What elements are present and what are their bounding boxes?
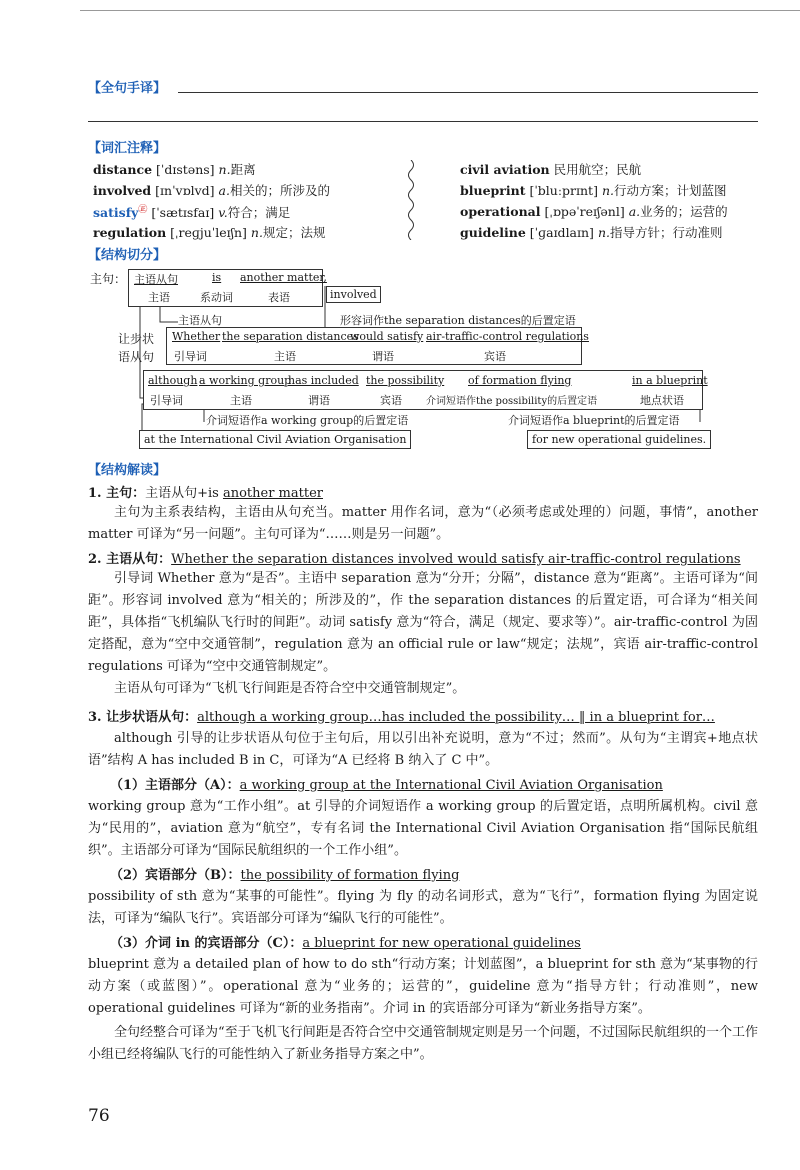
d-lbl: 谓语 xyxy=(372,350,394,363)
d-lbl: 宾语 xyxy=(380,394,402,407)
section-2-summary: 主语从句可译为“飞机飞行间距是否符合空中交通管制规定”。 xyxy=(114,681,466,696)
d-would: would satisfy xyxy=(350,330,424,343)
section-2-paragraph: 引导词 Whether 意为“是否”。主语中 separation 意为“分开；分隔”，distance 意为“距离”。主语可译为“间距”。形容词 involved 意为“相关的；所涉及的”，作 the separation distances 的后置定语，可合译为“相关间距”，具体指“飞机编队飞行时的间距”。动词 satisfy 意为“符合，满足（规定、要求等）”。air-traffic-control 为固定搭配，意为“空中交通管制”，regulation 意为 an official rule or law“规定；法规”，宾语 air-traffic-control regulations 可译为“空中交通管制规定”。 xyxy=(88,571,758,674)
d-side-label: 语从句 xyxy=(118,350,155,364)
section-3a-title: （1）主语部分（A）：a working group at the International Civil Aviation Organisation xyxy=(110,778,663,793)
d-has: has included xyxy=(288,374,359,387)
main-clause-label: 主句： xyxy=(90,272,127,286)
d-offf: of formation flying xyxy=(468,374,572,387)
section-1-paragraph: 主句为主系表结构，主语由从句充当。matter 用作名词，意为“（必须考虑或处理的）问题，事情”，another matter 可译为“另一问题”。主句可译为“……则是另一问题”。 xyxy=(88,505,758,542)
section-2-title: 2. 主语从句：Whether the separation distances involved would satisfy air-traffic-control regulations xyxy=(88,552,741,567)
vocab-item: satisfy㊣ [ˈsætɪsfaɪ] v.符合；满足 xyxy=(93,205,291,221)
d-another-matter: another matter, xyxy=(240,271,327,284)
d-newop-box: for new operational guidelines. xyxy=(527,430,711,449)
d-icao-box: at the International Civil Aviation Organisation xyxy=(139,430,411,449)
d-lbl: 介词短语作the possibility的后置定语 xyxy=(426,396,598,407)
section-3b-paragraph: possibility of sth 意为“某事的可能性”。flying 为 fly 的动名词形式，意为“飞行”，formation flying 为固定说法，可译为“编队飞行”。宾语部分可译为“编队飞行的可能性”。 xyxy=(88,889,758,926)
section-1-title: 1. 主句：主语从句+is another matter xyxy=(88,486,323,501)
section-3c-title: （3）介词 in 的宾语部分（C）：a blueprint for new operational guidelines xyxy=(110,936,581,951)
d-lbl: 地点状语 xyxy=(640,394,684,407)
d-poss: the possibility xyxy=(366,374,445,387)
section-3a-paragraph: working group 意为“工作小组”。at 引导的介词短语作 a working group 的后置定语，点明所属机构。civil 意为“民用的”，aviation 意为“航空”，专有名词 the International Civil Aviation Organisation 指“国际民航组织”。主语部分可译为“国际民航组织的一个工作小组”。 xyxy=(88,799,758,858)
mark-icon: ㊣ xyxy=(138,205,148,215)
d-lbl: 主语 xyxy=(148,291,170,304)
d-lbl: 主语 xyxy=(274,350,296,363)
d-inblue: in a blueprint xyxy=(632,374,708,387)
structure-explain-header: 【结构解读】 xyxy=(88,463,167,478)
d-adj-note: 形容词作the separation distances的后置定语 xyxy=(340,314,576,327)
d-note: 介词短语作a blueprint的后置定语 xyxy=(508,414,680,427)
structure-split-header: 【结构切分】 xyxy=(88,248,167,263)
d-sep: the separation distances xyxy=(222,330,359,343)
section-3-title: 3. 让步状语从句：although a working group…has included the possibility… ‖ in a blueprint for… xyxy=(88,710,715,725)
d-atc: air-traffic-control regulations xyxy=(426,330,589,343)
d-is: is xyxy=(212,271,222,284)
page-number: 76 xyxy=(88,1106,110,1126)
vocab-item: operational [ˌɒpəˈreɪʃənl] a.业务的；运营的 xyxy=(460,204,728,219)
d-subject-clause: 主语从句 xyxy=(134,273,178,286)
d-lbl: 引导词 xyxy=(174,350,207,363)
d-lbl: 引导词 xyxy=(150,394,183,407)
d-lbl: 主语 xyxy=(230,394,252,407)
final-translation: 全句经整合可译为“至于飞机飞行间距是否符合空中交通管制规定则是另一个问题，不过国际民航组织的一个工作小组已经将编队飞行的可能性纳入了新业务指导方案之中”。 xyxy=(88,1025,758,1062)
section-3-paragraph: although 引导的让步状语从句位于主句后，用以引出补充说明，意为“不过；然而”。从句为“主谓宾+地点状语”结构 A has included B in C，可译为“A 已经将 B 纳入了 C 中”。 xyxy=(88,731,758,768)
d-although: although xyxy=(148,374,198,387)
vocab-item: guideline [ˈɡaɪdlaɪn] n.指导方针；行动准则 xyxy=(460,225,723,240)
section-3b-title: （2）宾语部分（B）：the possibility of formation flying xyxy=(110,868,460,883)
vocab-header: 【词汇注释】 xyxy=(88,141,167,156)
d-lbl: 谓语 xyxy=(308,394,330,407)
vocab-item: regulation [ˌreɡjuˈleɪʃn] n.规定；法规 xyxy=(93,225,326,240)
d-wg: a working group xyxy=(199,374,292,387)
vocab-item: involved [ɪnˈvɒlvd] a.相关的；所涉及的 xyxy=(93,183,330,198)
d-involved-box: involved xyxy=(326,286,381,303)
d-lbl: 系动词 xyxy=(200,291,233,304)
d-subject-clause-arrow: 主语从句 xyxy=(178,314,222,327)
d-whether: Whether xyxy=(172,330,221,343)
d-lbl: 宾语 xyxy=(484,350,506,363)
translation-header: 【全句手译】 xyxy=(88,81,167,96)
vocab-item: civil aviation 民用航空；民航 xyxy=(460,162,642,177)
d-note: 介词短语作a working group的后置定语 xyxy=(206,414,409,427)
d-side-label: 让步状 xyxy=(118,332,155,346)
section-3c-paragraph: blueprint 意为 a detailed plan of how to do sth“行动方案；计划蓝图”，a blueprint for sth 意为“某事物的行动方案（或蓝图）”。operational 意为“业务的；运营的”，guideline 意为“指导方针；行动准则”，new operational guidelines 可译为“新的业务指南”。介词 in 的宾语部分可译为“新业务指导方案”。 xyxy=(88,957,758,1016)
vocab-item: blueprint [ˈbluːprɪnt] n.行动方案；计划蓝图 xyxy=(460,183,727,198)
vocab-item: distance [ˈdɪstəns] n.距离 xyxy=(93,162,256,177)
d-lbl: 表语 xyxy=(268,291,290,304)
